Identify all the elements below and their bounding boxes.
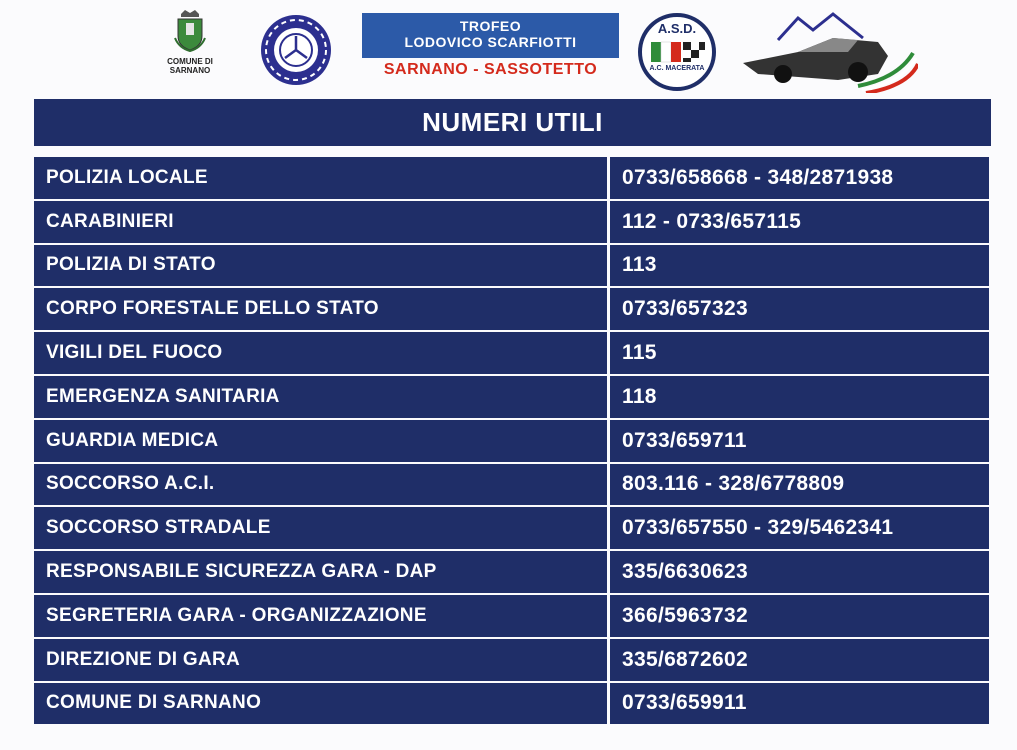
table-row <box>34 332 989 374</box>
table-row <box>34 464 989 506</box>
contacts-table <box>34 157 989 726</box>
trofeo-line2: LODOVICO SCARFIOTTI <box>404 34 577 50</box>
phone-number: 803.116 - 328/6778809 <box>610 464 989 506</box>
phone-number: 0733/657550 - 329/5462341 <box>610 507 989 549</box>
service-name: VIGILI DEL FUOCO <box>34 332 607 374</box>
trofeo-subtitle: SARNANO - SASSOTETTO <box>383 61 598 78</box>
service-name: COMUNE DI SARNANO <box>34 683 607 725</box>
asd-top-text: A.S.D. <box>657 21 697 36</box>
table-row <box>34 639 989 681</box>
phone-number: 115 <box>610 332 989 374</box>
service-name: CORPO FORESTALE DELLO STATO <box>34 288 607 330</box>
comune-di-sarnano-logo <box>160 8 220 88</box>
phone-number: 0733/657323 <box>610 288 989 330</box>
phone-number: 335/6630623 <box>610 551 989 593</box>
page-title: NUMERI UTILI <box>34 99 991 146</box>
service-name: POLIZIA LOCALE <box>34 157 607 199</box>
phone-number: 118 <box>610 376 989 418</box>
phone-number: 112 - 0733/657115 <box>610 201 989 243</box>
gear-club-logo-icon <box>258 12 334 88</box>
table-row <box>34 376 989 418</box>
table-row <box>34 683 989 725</box>
table-row <box>34 288 989 330</box>
phone-number: 113 <box>610 245 989 287</box>
trofeo-line1: TROFEO <box>459 18 522 34</box>
service-name: RESPONSABILE SICUREZZA GARA - DAP <box>34 551 607 593</box>
service-name: SOCCORSO A.C.I. <box>34 464 607 506</box>
table-row <box>34 201 989 243</box>
phone-number: 0733/658668 - 348/2871938 <box>610 157 989 199</box>
phone-number: 0733/659711 <box>610 420 989 462</box>
service-name: GUARDIA MEDICA <box>34 420 607 462</box>
service-name: CARABINIERI <box>34 201 607 243</box>
coat-of-arms-icon <box>173 8 207 52</box>
asd-bottom-text: A.C. MACERATA <box>649 65 705 72</box>
service-name: EMERGENZA SANITARIA <box>34 376 607 418</box>
table-row <box>34 551 989 593</box>
service-name: POLIZIA DI STATO <box>34 245 607 287</box>
phone-number: 366/5963732 <box>610 595 989 637</box>
race-car-mountain-logo-icon <box>738 8 918 93</box>
trofeo-scarfiotti-logo <box>362 13 619 83</box>
comune-label: COMUNE DI SARNANO <box>167 57 213 75</box>
table-row <box>34 157 989 199</box>
service-name: SEGRETERIA GARA - ORGANIZZAZIONE <box>34 595 607 637</box>
logo-bar <box>0 0 1017 95</box>
asd-ac-macerata-logo <box>637 12 717 92</box>
phone-number: 335/6872602 <box>610 639 989 681</box>
table-row <box>34 420 989 462</box>
table-row <box>34 595 989 637</box>
service-name: SOCCORSO STRADALE <box>34 507 607 549</box>
phone-number: 0733/659911 <box>610 683 989 725</box>
table-row <box>34 245 989 287</box>
table-row <box>34 507 989 549</box>
trofeo-band <box>362 13 619 58</box>
service-name: DIREZIONE DI GARA <box>34 639 607 681</box>
